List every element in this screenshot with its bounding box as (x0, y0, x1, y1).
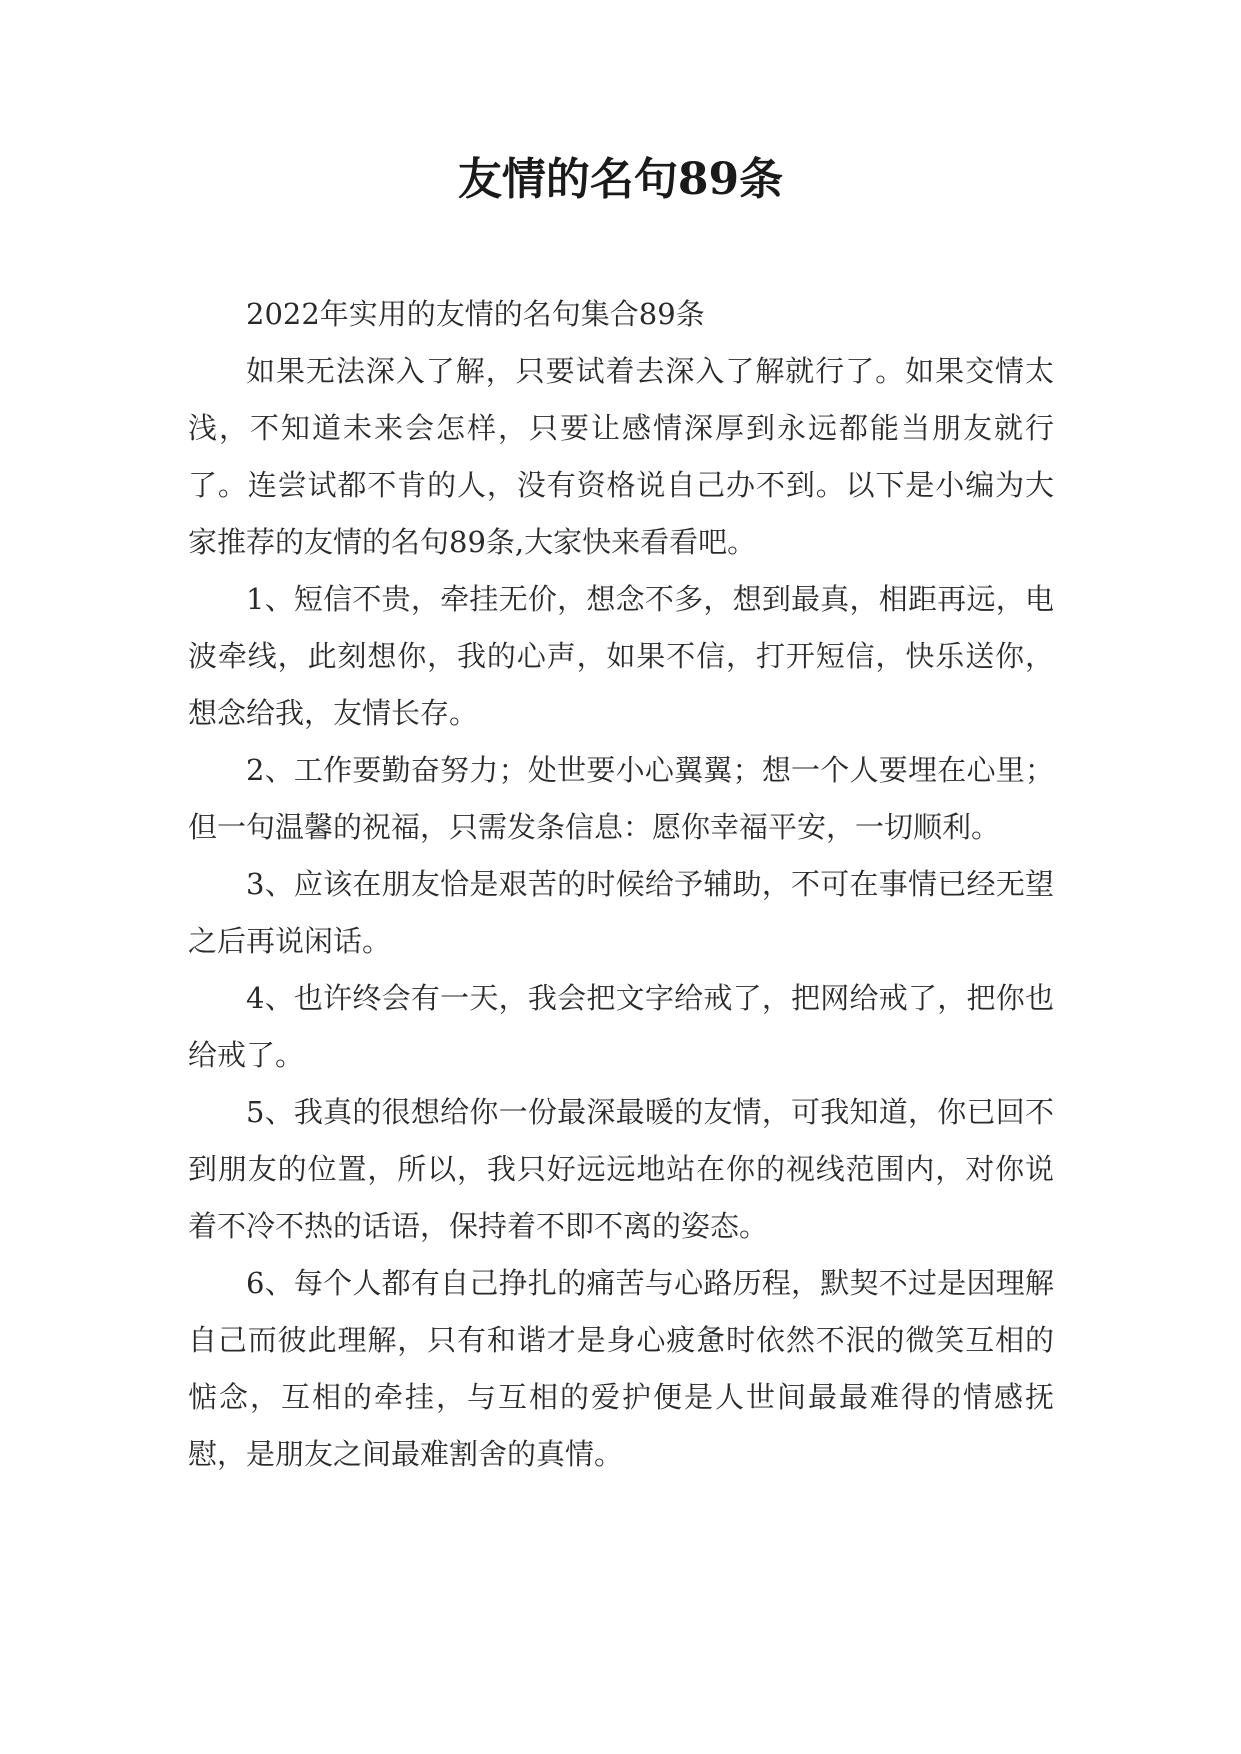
paragraph-subtitle: 2022年实用的友情的名句集合89条 (246, 297, 705, 331)
paragraph-item-4: 4、也许终会有一天，我会把文字给戒了，把网给戒了，把你也给戒了。 (188, 981, 1054, 1072)
paragraph-intro: 如果无法深入了解，只要试着去深入了解就行了。如果交情太浅，不知道未来会怎样，只要让感情深厚到永远都能当朋友就行了。连尝试都不肯的人，没有资格说自己办不到。以下是小编为大家推荐的友情的名句89条,大家快来看看吧。 (188, 354, 1054, 559)
paragraph-item-6: 6、每个人都有自己挣扎的痛苦与心路历程，默契不过是因理解自己而彼此理解，只有和谐才是身心疲惫时依然不泯的微笑互相的惦念，互相的牵挂，与互相的爱护便是人世间最最难得的情感抚慰，是朋友之间最难割舍的真情。 (188, 1266, 1054, 1471)
document-body (188, 286, 1054, 1483)
paragraph-item-5: 5、我真的很想给你一份最深最暖的友情，可我知道，你已回不到朋友的位置，所以，我只好远远地站在你的视线范围内，对你说着不冷不热的话语，保持着不即不离的姿态。 (188, 1095, 1054, 1243)
paragraph-item-3: 3、应该在朋友恰是艰苦的时候给予辅助，不可在事情已经无望之后再说闲话。 (188, 867, 1054, 958)
paragraph-item-1: 1、短信不贵，牵挂无价，想念不多，想到最真，相距再远，电波牵线，此刻想你，我的心声，如果不信，打开短信，快乐送你，想念给我，友情长存。 (188, 582, 1054, 730)
paragraph-item-2: 2、工作要勤奋努力；处世要小心翼翼；想一个人要埋在心里；但一句温馨的祝福，只需发条信息：愿你幸福平安，一切顺利。 (188, 753, 1054, 844)
document-title: 友情的名句89条 (457, 154, 784, 205)
